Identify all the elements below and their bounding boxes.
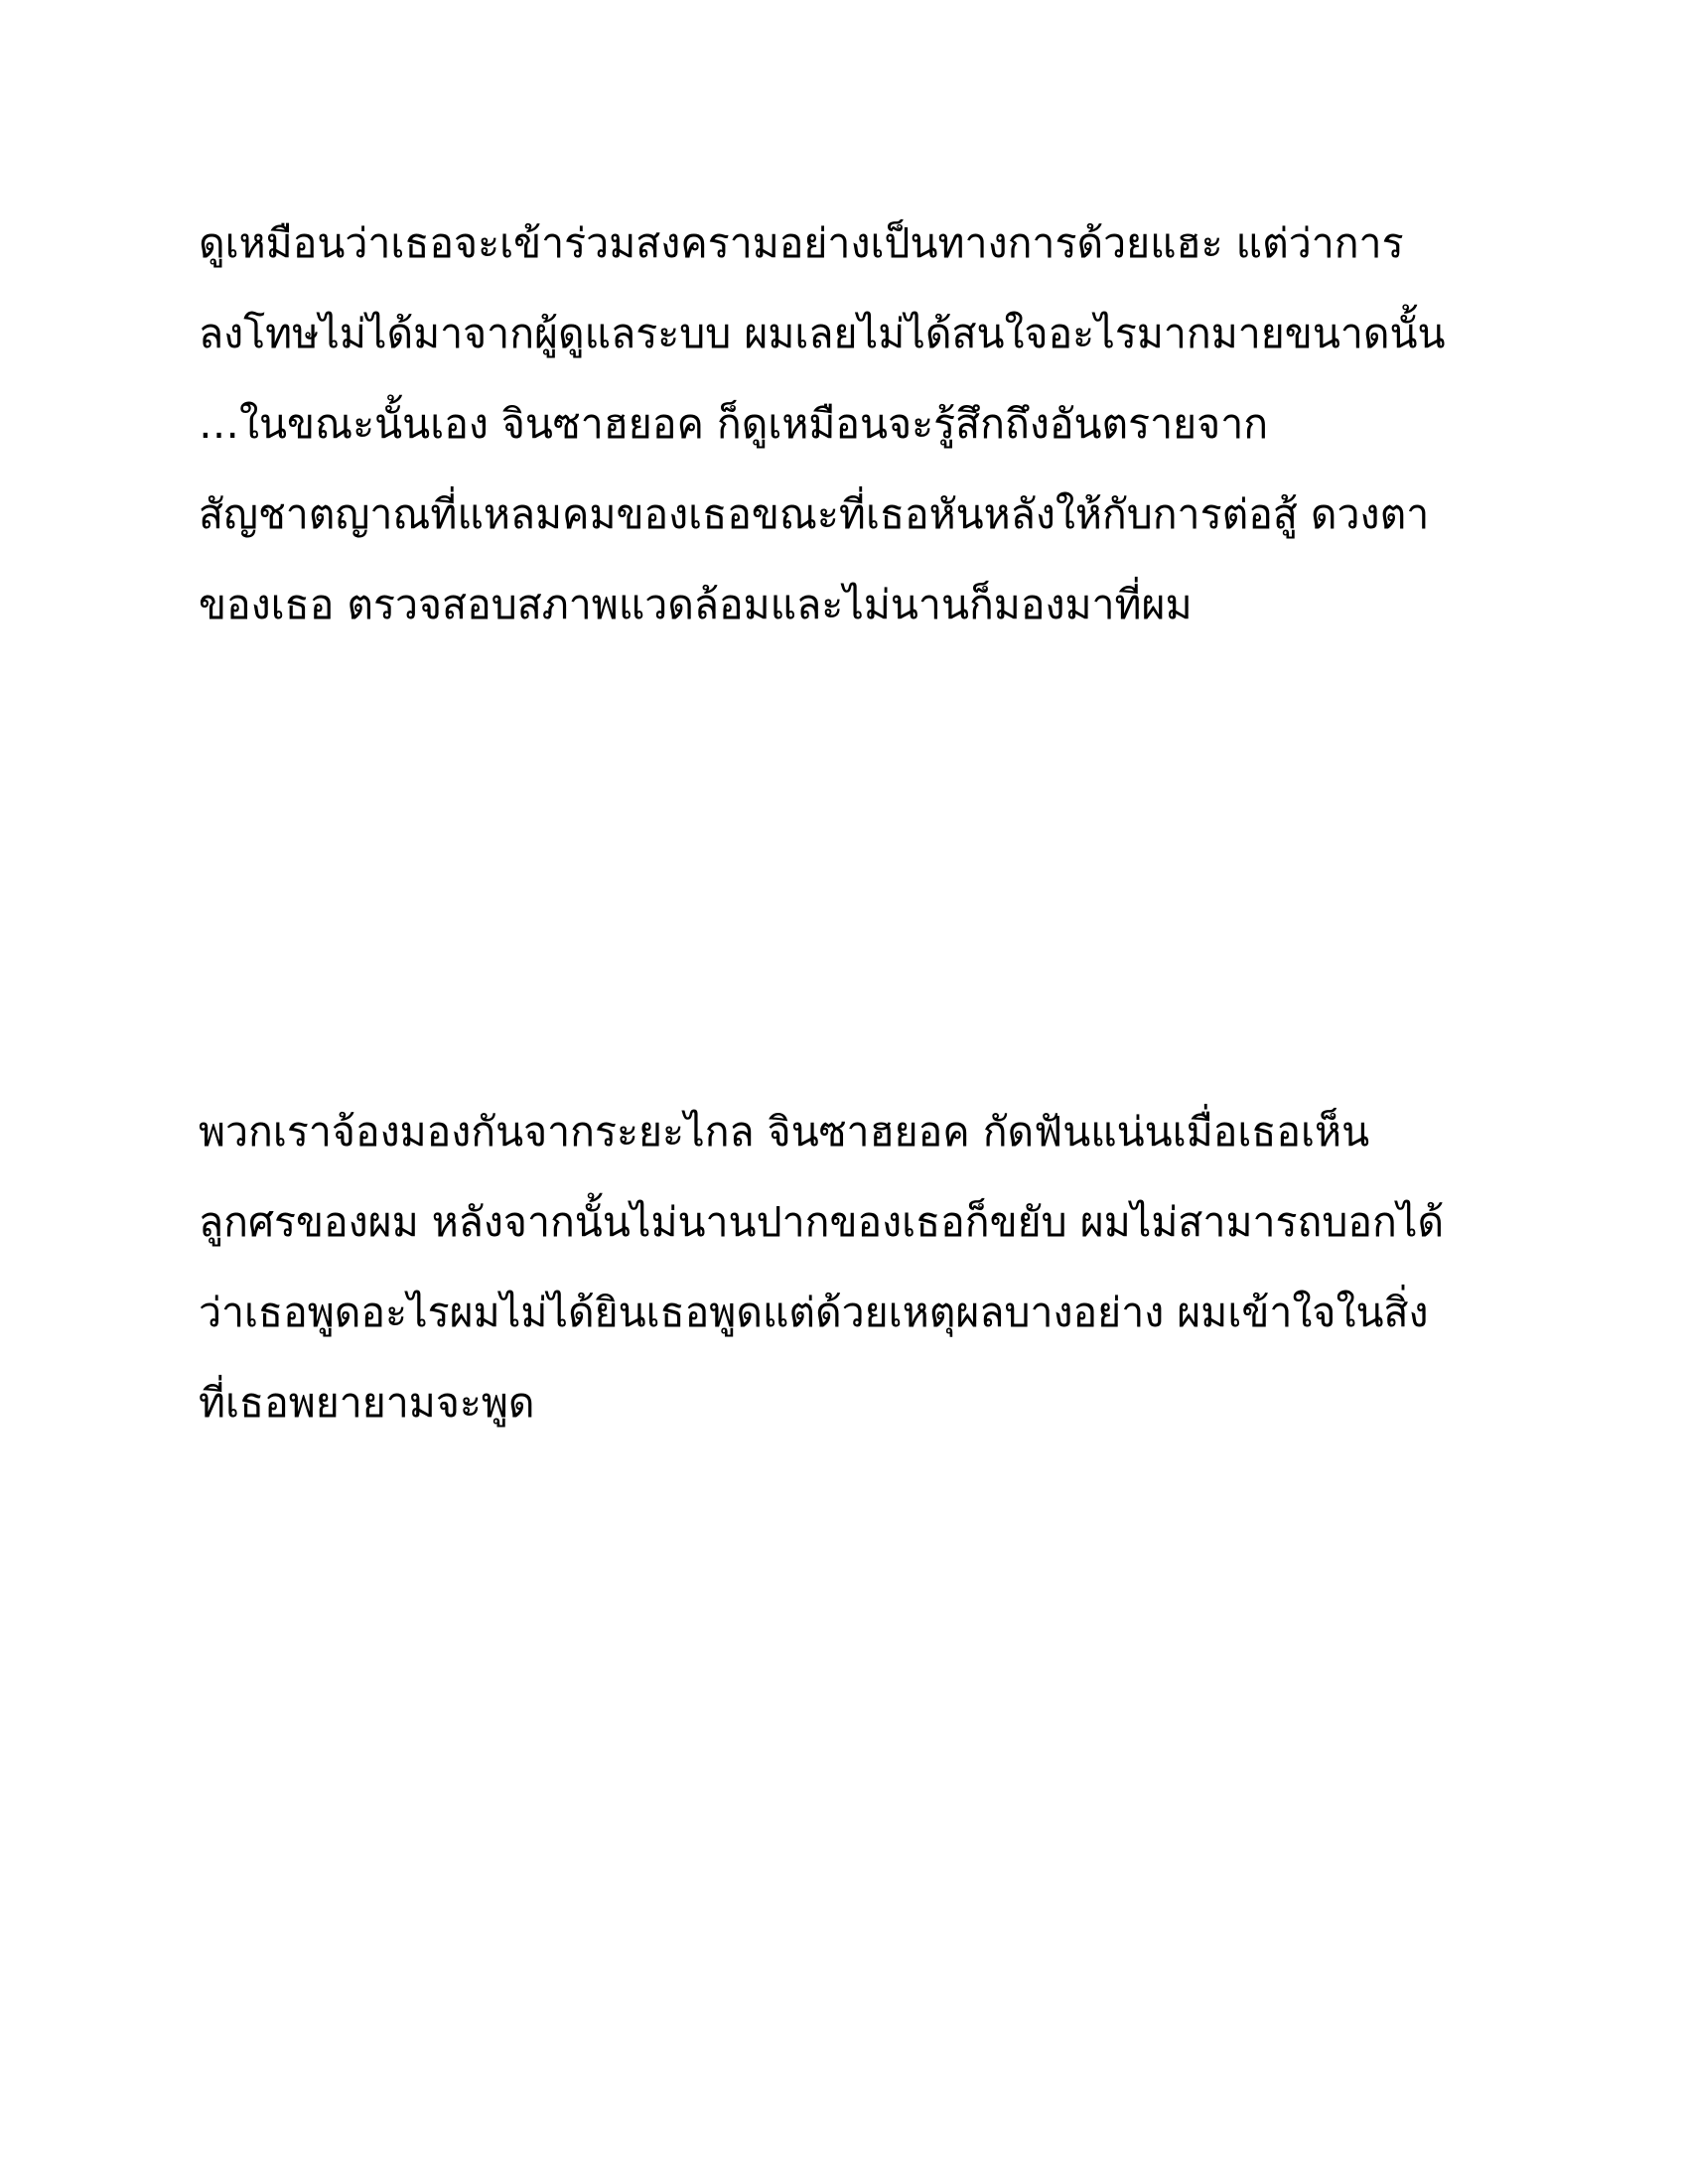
text-line: พวกเราจ้องมองกันจากระยะไกล จินซาฮยอค กัดฟันแน่นเมื่อเธอเห็น bbox=[199, 1108, 1370, 1156]
text-line: ที่เธอพยายามจะพูด bbox=[199, 1379, 535, 1427]
text-line: ลงโทษไม่ได้มาจากผู้ดูแลระบบ ผมเลยไม่ได้สนใจอะไรมากมายขนาดนั้น bbox=[199, 310, 1446, 357]
text-line: ว่าเธอพูดอะไรผมไม่ได้ยินเธอพูดแต่ด้วยเหตุผลบางอย่าง ผมเข้าใจในสิ่ง bbox=[199, 1289, 1429, 1336]
text-line: ของเธอ ตรวจสอบสภาพแวดล้อมและไม่นานก็มองมาที่ผม bbox=[199, 581, 1193, 628]
text-line: …ในขณะนั้นเอง จินซาฮยอค ก็ดูเหมือนจะรู้สึกถึงอันตรายจาก bbox=[199, 400, 1269, 448]
text-line: สัญชาตญาณที่แหลมคมของเธอขณะที่เธอหันหลังให้กับการต่อสู้ ดวงตา bbox=[199, 490, 1430, 538]
paragraph-2 bbox=[199, 1087, 1489, 1448]
text-line: ลูกศรของผม หลังจากนั้นไม่นานปากของเธอก็ขยับ ผมไม่สามารถบอกได้ bbox=[199, 1198, 1445, 1246]
text-line: ดูเหมือนว่าเธอจะเข้าร่วมสงครามอย่างเป็นทางการด้วยแฮะ แต่ว่าการ bbox=[199, 219, 1404, 267]
paragraph-1 bbox=[199, 199, 1489, 650]
